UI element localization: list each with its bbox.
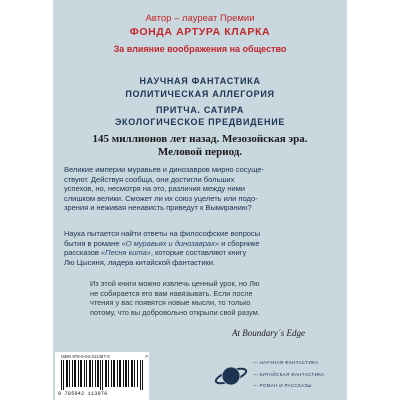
synopsis-line: Великие империи муравьев и динозавров мирно сосуще- bbox=[64, 165, 265, 174]
quote-attribution: At Boundary´s Edge bbox=[232, 328, 305, 338]
description-line bbox=[64, 239, 338, 249]
series-item: — РОМАН И РАССКАЗЫ bbox=[253, 380, 325, 392]
synopsis-line: слишком велики. Сможет ли их союз уцелеть или подо- bbox=[64, 193, 258, 203]
novel-title: «О муравьях и динозаврах» bbox=[121, 238, 220, 248]
planet-ring-icon bbox=[213, 356, 249, 396]
collection-title: «Песня кита» bbox=[100, 248, 151, 258]
genre-line-3: ПРИТЧА. САТИРА bbox=[155, 105, 245, 115]
headline-line-1: 145 миллионов лет назад. Мезозойская эра. bbox=[92, 133, 308, 145]
genre-line-2: ПОЛИТИЧЕСКАЯ АЛЛЕГОРИЯ bbox=[125, 89, 275, 99]
synopsis-line: зрения и неживая ненависть приведут к Вымиранию? bbox=[64, 203, 252, 213]
barcode-bars bbox=[61, 360, 143, 390]
book-back-cover bbox=[53, 0, 347, 400]
barcode-quiet-mark: > bbox=[145, 354, 148, 360]
award-line-foundation: ФОНДА АРТУРА КЛАРКА bbox=[129, 26, 271, 38]
review-quote bbox=[90, 279, 310, 317]
quote-line: Из этой книги можно извлечь ценный урок, но Лю bbox=[90, 279, 260, 288]
series-item: — НАУЧНАЯ ФАНТАСТИКА bbox=[253, 357, 325, 369]
description-line: Лю Цысиня, лидера китайской фантастики. bbox=[64, 257, 216, 267]
synopsis-line: успехов, но, несмотря на это, различия между ними bbox=[64, 184, 245, 194]
description-text: и сборнике bbox=[219, 238, 260, 248]
isbn-number: ISBN 978-5-04-211397-0 bbox=[61, 354, 110, 359]
description-text: бытия в романе bbox=[64, 238, 122, 248]
headline-line-2: Меловой период. bbox=[157, 146, 243, 158]
description-line: Наука пытается найти ответы на философские вопросы bbox=[64, 229, 261, 238]
quote-line: чтения у вас появятся новые мысли, то только bbox=[90, 298, 251, 308]
description-text: рассказов bbox=[64, 248, 101, 258]
description-line bbox=[64, 248, 338, 258]
award-line-reason: За влияние воображения на общество bbox=[113, 44, 287, 54]
barcode-digits: 9 785042 113970 bbox=[58, 391, 108, 397]
barcode-block bbox=[55, 352, 149, 400]
description-text: , которые составляют книгу bbox=[150, 248, 247, 258]
series-item: — КИТАЙСКАЯ ФАНТАСТИКА bbox=[253, 369, 325, 381]
description-paragraph bbox=[64, 229, 338, 267]
quote-line: потому, что вы добровольно открыли свой разум. bbox=[90, 307, 260, 317]
quote-line: не собирается его вам навязывать. Если после bbox=[90, 288, 253, 298]
genre-line-4: ЭКОЛОГИЧЕСКОЕ ПРЕДВИДЕНИЕ bbox=[114, 117, 286, 127]
series-list bbox=[253, 357, 325, 392]
award-line-author: Автор – лауреат Премии bbox=[145, 13, 255, 24]
synopsis-line: ствуют. Действуя сообща, они достигли больших bbox=[64, 174, 235, 184]
genre-line-1: НАУЧНАЯ ФАНТАСТИКА bbox=[139, 76, 261, 86]
synopsis-paragraph bbox=[64, 165, 338, 213]
